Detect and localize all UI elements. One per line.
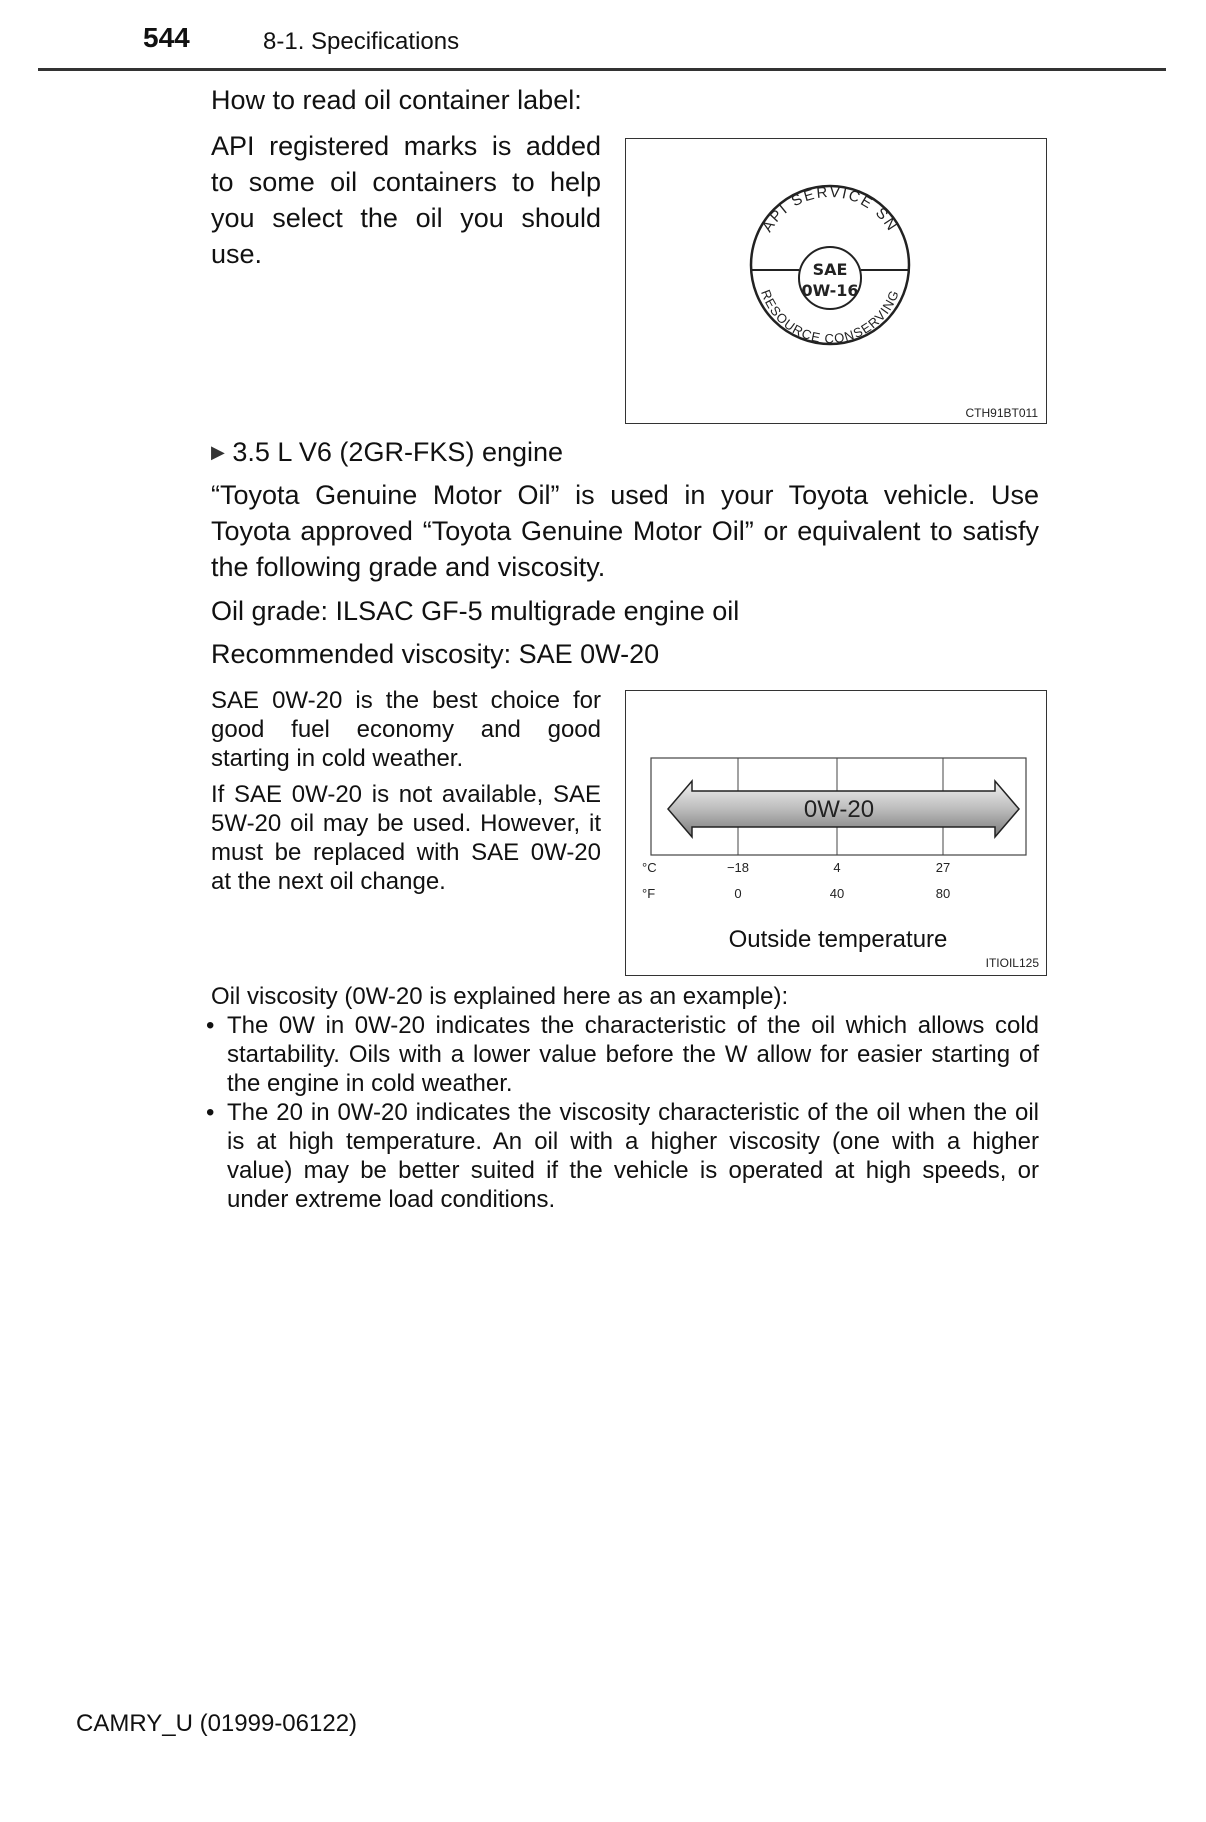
celsius-tick-label: −18 xyxy=(726,860,750,875)
api-service-symbol xyxy=(626,139,1046,423)
api-center-grade: 0W-16 xyxy=(801,281,859,300)
bullet-text: The 20 in 0W-20 indicates the viscosity characteristic of the oil when the oil is at high temperature. An oil with a higher viscosity (one with a higher value) may be better suited if the vehicle is operated at high speeds, or under extreme load conditions. xyxy=(227,1099,1039,1213)
engine-heading xyxy=(211,434,563,470)
chart-figure-code: ITIOIL125 xyxy=(985,956,1039,970)
recommended-viscosity: Recommended viscosity: SAE 0W-20 xyxy=(211,639,660,669)
engine-paragraph: “Toyota Genuine Motor Oil” is used in your Toyota vehicle. Use Toyota approved “Toyota Genuine Motor Oil” or equivalent to satisfy the following grade and viscosity. xyxy=(211,480,1039,582)
note-alternative: If SAE 0W-20 is not available, SAE 5W-20 oil may be used. However, it must be replaced with SAE 0W-20 at the next oil change. xyxy=(211,781,601,895)
header-rule xyxy=(38,68,1166,71)
api-figure-code: CTH91BT011 xyxy=(965,406,1038,420)
celsius-tick-label: 27 xyxy=(935,860,951,875)
list-item xyxy=(206,1011,1039,1098)
bullet-icon: • xyxy=(206,1012,215,1039)
bullet-icon: • xyxy=(206,1099,215,1126)
viscosity-chart xyxy=(626,691,1046,975)
api-ring-top-text: API SERVICE SN xyxy=(758,183,902,236)
page-number: 544 xyxy=(143,22,190,53)
celsius-unit-label: °C xyxy=(642,860,657,875)
celsius-tick-label: 4 xyxy=(833,860,841,875)
fahrenheit-tick-label: 0 xyxy=(734,886,742,901)
series-label: 0W-20 xyxy=(803,796,875,823)
api-ring-bottom-text: RESOURCE CONSERVING xyxy=(758,287,902,346)
chart-xlabel: Outside temperature xyxy=(728,926,948,953)
footer-model-code: CAMRY_U (01999-06122) xyxy=(76,1710,358,1737)
viscosity-bullet-list xyxy=(206,1011,1039,1214)
api-center-sae: SAE xyxy=(812,260,848,279)
label-intro-body: API registered marks is added to some oil containers to help you select the oil you should use. xyxy=(211,131,601,269)
section-title: 8-1. Specifications xyxy=(263,28,460,55)
oil-grade: Oil grade: ILSAC GF-5 multigrade engine oil xyxy=(211,596,740,626)
fahrenheit-tick-label: 40 xyxy=(829,886,845,901)
fahrenheit-tick-label: 80 xyxy=(935,886,951,901)
list-item xyxy=(206,1098,1039,1214)
viscosity-chart-figure xyxy=(625,690,1047,976)
triangle-marker-icon: ▶ xyxy=(211,442,225,462)
bullet-text: The 0W in 0W-20 indicates the characteristic of the oil which allows cold startability. Oils with a lower value before the W allow for easier starting of the engine in cold weather. xyxy=(227,1012,1039,1097)
note-best-choice: SAE 0W-20 is the best choice for good fuel economy and good starting in cold weather. xyxy=(211,687,601,772)
engine-title: 3.5 L V6 (2GR-FKS) engine xyxy=(232,437,564,467)
label-intro-heading: How to read oil container label: xyxy=(211,85,582,115)
api-label-figure xyxy=(625,138,1047,424)
fahrenheit-unit-label: °F xyxy=(642,886,656,901)
viscosity-intro: Oil viscosity (0W-20 is explained here as an example): xyxy=(211,983,789,1010)
